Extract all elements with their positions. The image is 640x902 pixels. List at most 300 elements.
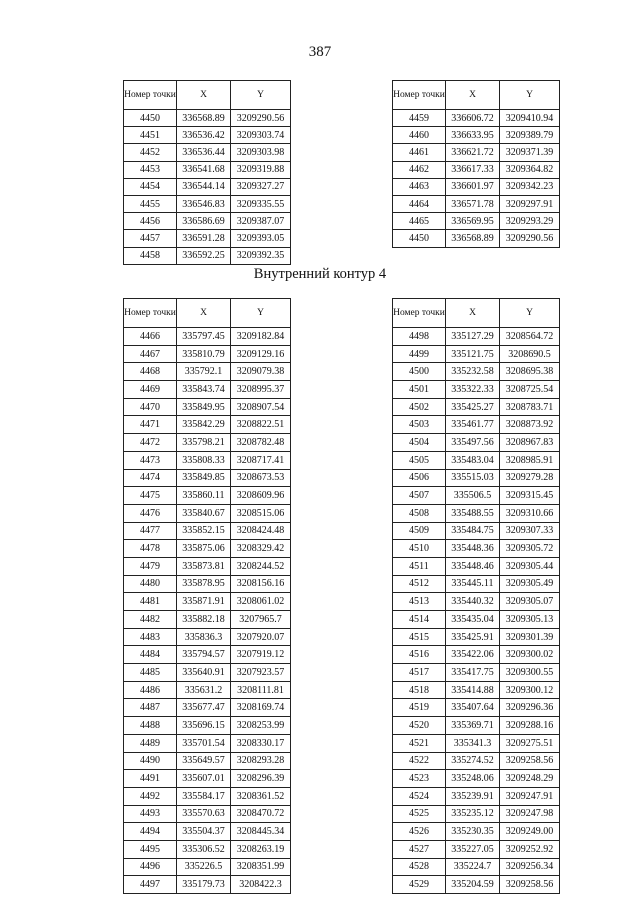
y-coordinate: 3209393.05 — [231, 230, 291, 247]
y-coordinate: 3208985.91 — [500, 451, 560, 469]
table-row — [393, 664, 560, 682]
point-number: 4476 — [124, 504, 177, 522]
table-row — [393, 522, 560, 540]
point-number: 4471 — [124, 416, 177, 434]
x-coordinate: 336568.89 — [177, 110, 231, 127]
x-coordinate: 335226.5 — [177, 858, 231, 876]
x-coordinate: 335515.03 — [446, 469, 500, 487]
point-number: 4487 — [124, 699, 177, 717]
point-number: 4517 — [393, 664, 446, 682]
y-coordinate: 3209247.98 — [500, 805, 560, 823]
table-row — [124, 664, 291, 682]
header-x: X — [177, 299, 231, 328]
table-header-row — [124, 299, 291, 328]
x-coordinate: 335849.85 — [177, 469, 231, 487]
point-number: 4483 — [124, 628, 177, 646]
table-row — [124, 195, 291, 212]
table-row — [124, 840, 291, 858]
x-coordinate: 335810.79 — [177, 345, 231, 363]
table-row — [393, 469, 560, 487]
point-number: 4477 — [124, 522, 177, 540]
point-number: 4451 — [124, 127, 177, 144]
point-number: 4502 — [393, 398, 446, 416]
point-number: 4496 — [124, 858, 177, 876]
y-coordinate: 3209335.55 — [231, 195, 291, 212]
y-coordinate: 3209301.39 — [500, 628, 560, 646]
table-row — [393, 345, 560, 363]
point-number: 4452 — [124, 144, 177, 161]
table-row — [124, 144, 291, 161]
y-coordinate: 3209252.92 — [500, 840, 560, 858]
point-number: 4527 — [393, 840, 446, 858]
x-coordinate: 335871.91 — [177, 593, 231, 611]
y-coordinate: 3208253.99 — [231, 717, 291, 735]
y-coordinate: 3208695.38 — [500, 363, 560, 381]
table-row — [393, 230, 560, 247]
x-coordinate: 335506.5 — [446, 487, 500, 505]
point-number: 4459 — [393, 110, 446, 127]
y-coordinate: 3208822.51 — [231, 416, 291, 434]
point-number: 4457 — [124, 230, 177, 247]
y-coordinate: 3209129.16 — [231, 345, 291, 363]
point-number: 4504 — [393, 434, 446, 452]
point-number: 4526 — [393, 823, 446, 841]
point-number: 4529 — [393, 876, 446, 894]
point-number: 4463 — [393, 178, 446, 195]
table-row — [393, 487, 560, 505]
y-coordinate: 3208169.74 — [231, 699, 291, 717]
x-coordinate: 335640.91 — [177, 664, 231, 682]
page-number: 387 — [308, 44, 332, 60]
x-coordinate: 335631.2 — [177, 681, 231, 699]
point-number: 4479 — [124, 557, 177, 575]
y-coordinate: 3209247.91 — [500, 787, 560, 805]
y-coordinate: 3209305.07 — [500, 593, 560, 611]
y-coordinate: 3208783.71 — [500, 398, 560, 416]
y-coordinate: 3208361.52 — [231, 787, 291, 805]
point-number: 4493 — [124, 805, 177, 823]
y-coordinate: 3209364.82 — [500, 161, 560, 178]
y-coordinate: 3209392.35 — [231, 247, 291, 264]
y-coordinate: 3208470.72 — [231, 805, 291, 823]
x-coordinate: 335808.33 — [177, 451, 231, 469]
y-coordinate: 3209305.44 — [500, 557, 560, 575]
y-coordinate: 3209300.02 — [500, 646, 560, 664]
table-row — [393, 646, 560, 664]
y-coordinate: 3209258.56 — [500, 876, 560, 894]
x-coordinate: 335448.36 — [446, 540, 500, 558]
table-row — [124, 213, 291, 230]
table-row — [124, 451, 291, 469]
table-row — [124, 328, 291, 346]
point-number: 4519 — [393, 699, 446, 717]
table-row — [124, 858, 291, 876]
y-coordinate: 3209319.88 — [231, 161, 291, 178]
point-number: 4494 — [124, 823, 177, 841]
point-number: 4450 — [393, 230, 446, 247]
point-number: 4528 — [393, 858, 446, 876]
table-row — [124, 734, 291, 752]
point-number: 4478 — [124, 540, 177, 558]
point-number: 4495 — [124, 840, 177, 858]
table-row — [393, 805, 560, 823]
y-coordinate: 3208673.53 — [231, 469, 291, 487]
y-coordinate: 3209249.00 — [500, 823, 560, 841]
point-number: 4515 — [393, 628, 446, 646]
table-row — [393, 752, 560, 770]
y-coordinate: 3209307.33 — [500, 522, 560, 540]
table-row — [393, 717, 560, 735]
table-row — [124, 646, 291, 664]
x-coordinate: 335873.81 — [177, 557, 231, 575]
coordinates-table-top-left — [123, 80, 291, 265]
y-coordinate: 3209290.56 — [231, 110, 291, 127]
x-coordinate: 335121.75 — [446, 345, 500, 363]
x-coordinate: 335425.27 — [446, 398, 500, 416]
table-row — [393, 628, 560, 646]
point-number: 4506 — [393, 469, 446, 487]
table-row — [393, 699, 560, 717]
table-row — [393, 557, 560, 575]
table-row — [124, 805, 291, 823]
point-number: 4485 — [124, 664, 177, 682]
point-number: 4455 — [124, 195, 177, 212]
table-row — [124, 787, 291, 805]
y-coordinate: 3208263.19 — [231, 840, 291, 858]
x-coordinate: 335840.67 — [177, 504, 231, 522]
table-row — [124, 127, 291, 144]
y-coordinate: 3209371.39 — [500, 144, 560, 161]
y-coordinate: 3208995.37 — [231, 381, 291, 399]
point-number: 4513 — [393, 593, 446, 611]
y-coordinate: 3209342.23 — [500, 178, 560, 195]
point-number: 4501 — [393, 381, 446, 399]
y-coordinate: 3209305.13 — [500, 611, 560, 629]
x-coordinate: 336592.25 — [177, 247, 231, 264]
x-coordinate: 335860.11 — [177, 487, 231, 505]
table-row — [393, 328, 560, 346]
point-number: 4473 — [124, 451, 177, 469]
y-coordinate: 3208515.06 — [231, 504, 291, 522]
table-row — [124, 522, 291, 540]
point-number: 4507 — [393, 487, 446, 505]
y-coordinate: 3209275.51 — [500, 734, 560, 752]
x-coordinate: 335843.74 — [177, 381, 231, 399]
table-row — [393, 840, 560, 858]
y-coordinate: 3209297.91 — [500, 195, 560, 212]
x-coordinate: 335794.57 — [177, 646, 231, 664]
y-coordinate: 3208725.54 — [500, 381, 560, 399]
x-coordinate: 335445.11 — [446, 575, 500, 593]
x-coordinate: 335792.1 — [177, 363, 231, 381]
x-coordinate: 335677.47 — [177, 699, 231, 717]
x-coordinate: 336621.72 — [446, 144, 500, 161]
point-number: 4521 — [393, 734, 446, 752]
x-coordinate: 336541.68 — [177, 161, 231, 178]
table-row — [124, 178, 291, 195]
x-coordinate: 335448.46 — [446, 557, 500, 575]
y-coordinate: 3209248.29 — [500, 770, 560, 788]
x-coordinate: 335227.05 — [446, 840, 500, 858]
table-row — [124, 110, 291, 127]
table-row — [393, 398, 560, 416]
y-coordinate: 3208329.42 — [231, 540, 291, 558]
y-coordinate: 3207920.07 — [231, 628, 291, 646]
table-row — [124, 593, 291, 611]
y-coordinate: 3209256.34 — [500, 858, 560, 876]
y-coordinate: 3208061.02 — [231, 593, 291, 611]
table-row — [124, 416, 291, 434]
point-number: 4522 — [393, 752, 446, 770]
x-coordinate: 335842.29 — [177, 416, 231, 434]
x-coordinate: 335440.32 — [446, 593, 500, 611]
table-row — [393, 416, 560, 434]
table-row — [393, 504, 560, 522]
y-coordinate: 3209303.98 — [231, 144, 291, 161]
table-row — [393, 363, 560, 381]
table-row — [393, 593, 560, 611]
x-coordinate: 335369.71 — [446, 717, 500, 735]
x-coordinate: 335407.64 — [446, 699, 500, 717]
x-coordinate: 335504.37 — [177, 823, 231, 841]
table-header-row — [393, 81, 560, 110]
point-number: 4508 — [393, 504, 446, 522]
point-number: 4514 — [393, 611, 446, 629]
table-row — [124, 699, 291, 717]
table-row — [124, 770, 291, 788]
x-coordinate: 336536.44 — [177, 144, 231, 161]
table-row — [393, 434, 560, 452]
y-coordinate: 3209387.07 — [231, 213, 291, 230]
table-header-row — [393, 299, 560, 328]
point-number: 4484 — [124, 646, 177, 664]
x-coordinate: 335797.45 — [177, 328, 231, 346]
point-number: 4490 — [124, 752, 177, 770]
x-coordinate: 335422.06 — [446, 646, 500, 664]
y-coordinate: 3209410.94 — [500, 110, 560, 127]
table-row — [124, 363, 291, 381]
x-coordinate: 335224.7 — [446, 858, 500, 876]
x-coordinate: 335488.55 — [446, 504, 500, 522]
x-coordinate: 335306.52 — [177, 840, 231, 858]
x-coordinate: 335248.06 — [446, 770, 500, 788]
x-coordinate: 335235.12 — [446, 805, 500, 823]
y-coordinate: 3208609.96 — [231, 487, 291, 505]
point-number: 4492 — [124, 787, 177, 805]
table-row — [124, 469, 291, 487]
y-coordinate: 3209279.28 — [500, 469, 560, 487]
table-row — [124, 487, 291, 505]
section-title: Внутренний контур 4 — [253, 266, 387, 282]
table-row — [124, 876, 291, 894]
y-coordinate: 3208873.92 — [500, 416, 560, 434]
table-row — [124, 398, 291, 416]
table-row — [124, 823, 291, 841]
point-number: 4510 — [393, 540, 446, 558]
point-number: 4500 — [393, 363, 446, 381]
x-coordinate: 335483.04 — [446, 451, 500, 469]
table-row — [393, 144, 560, 161]
y-coordinate: 3209300.55 — [500, 664, 560, 682]
y-coordinate: 3209303.74 — [231, 127, 291, 144]
y-coordinate: 3208424.48 — [231, 522, 291, 540]
y-coordinate: 3208564.72 — [500, 328, 560, 346]
point-number: 4497 — [124, 876, 177, 894]
table-row — [124, 247, 291, 264]
x-coordinate: 335696.15 — [177, 717, 231, 735]
x-coordinate: 336546.83 — [177, 195, 231, 212]
x-coordinate: 335798.21 — [177, 434, 231, 452]
point-number: 4499 — [393, 345, 446, 363]
header-point-number: Номер точки — [124, 81, 177, 110]
table-row — [124, 540, 291, 558]
y-coordinate: 3208293.28 — [231, 752, 291, 770]
x-coordinate: 335878.95 — [177, 575, 231, 593]
x-coordinate: 335701.54 — [177, 734, 231, 752]
table-row — [393, 161, 560, 178]
header-x: X — [446, 81, 500, 110]
table-row — [393, 734, 560, 752]
table-row — [393, 195, 560, 212]
point-number: 4512 — [393, 575, 446, 593]
header-x: X — [446, 299, 500, 328]
x-coordinate: 336617.33 — [446, 161, 500, 178]
point-number: 4458 — [124, 247, 177, 264]
table-row — [393, 611, 560, 629]
x-coordinate: 335414.88 — [446, 681, 500, 699]
point-number: 4464 — [393, 195, 446, 212]
point-number: 4468 — [124, 363, 177, 381]
header-point-number: Номер точки — [393, 81, 446, 110]
table-row — [393, 876, 560, 894]
point-number: 4482 — [124, 611, 177, 629]
table-row — [124, 628, 291, 646]
coordinates-table-bottom-right — [392, 298, 560, 894]
x-coordinate: 335607.01 — [177, 770, 231, 788]
table-row — [124, 752, 291, 770]
point-number: 4472 — [124, 434, 177, 452]
x-coordinate: 335570.63 — [177, 805, 231, 823]
x-coordinate: 336536.42 — [177, 127, 231, 144]
y-coordinate: 3209182.84 — [231, 328, 291, 346]
y-coordinate: 3209296.36 — [500, 699, 560, 717]
y-coordinate: 3209315.45 — [500, 487, 560, 505]
table-row — [393, 127, 560, 144]
point-number: 4450 — [124, 110, 177, 127]
point-number: 4489 — [124, 734, 177, 752]
table-row — [124, 611, 291, 629]
table-row — [124, 717, 291, 735]
x-coordinate: 335584.17 — [177, 787, 231, 805]
y-coordinate: 3207965.7 — [231, 611, 291, 629]
y-coordinate: 3207919.12 — [231, 646, 291, 664]
table-row — [124, 557, 291, 575]
point-number: 4509 — [393, 522, 446, 540]
point-number: 4475 — [124, 487, 177, 505]
point-number: 4505 — [393, 451, 446, 469]
x-coordinate: 335836.3 — [177, 628, 231, 646]
y-coordinate: 3209305.72 — [500, 540, 560, 558]
y-coordinate: 3209288.16 — [500, 717, 560, 735]
x-coordinate: 336568.89 — [446, 230, 500, 247]
table-row — [124, 345, 291, 363]
table-row — [124, 434, 291, 452]
x-coordinate: 335649.57 — [177, 752, 231, 770]
table-row — [124, 381, 291, 399]
table-row — [393, 858, 560, 876]
x-coordinate: 335232.58 — [446, 363, 500, 381]
x-coordinate: 335239.91 — [446, 787, 500, 805]
y-coordinate: 3208330.17 — [231, 734, 291, 752]
table-row — [124, 161, 291, 178]
y-coordinate: 3208445.34 — [231, 823, 291, 841]
table-row — [393, 213, 560, 230]
x-coordinate: 336606.72 — [446, 110, 500, 127]
point-number: 4474 — [124, 469, 177, 487]
y-coordinate: 3208690.5 — [500, 345, 560, 363]
table-row — [393, 770, 560, 788]
x-coordinate: 335341.3 — [446, 734, 500, 752]
point-number: 4523 — [393, 770, 446, 788]
table-row — [124, 575, 291, 593]
y-coordinate: 3208782.48 — [231, 434, 291, 452]
point-number: 4470 — [124, 398, 177, 416]
table-row — [393, 823, 560, 841]
y-coordinate: 3209258.56 — [500, 752, 560, 770]
point-number: 4462 — [393, 161, 446, 178]
point-number: 4480 — [124, 575, 177, 593]
x-coordinate: 335204.59 — [446, 876, 500, 894]
y-coordinate: 3208967.83 — [500, 434, 560, 452]
y-coordinate: 3209305.49 — [500, 575, 560, 593]
point-number: 4456 — [124, 213, 177, 230]
table-header-row — [124, 81, 291, 110]
point-number: 4466 — [124, 328, 177, 346]
x-coordinate: 335497.56 — [446, 434, 500, 452]
x-coordinate: 336569.95 — [446, 213, 500, 230]
y-coordinate: 3208422.3 — [231, 876, 291, 894]
point-number: 4486 — [124, 681, 177, 699]
y-coordinate: 3208296.39 — [231, 770, 291, 788]
y-coordinate: 3209293.29 — [500, 213, 560, 230]
y-coordinate: 3209310.66 — [500, 504, 560, 522]
coordinates-table-bottom-left — [123, 298, 291, 894]
header-point-number: Номер точки — [124, 299, 177, 328]
y-coordinate: 3207923.57 — [231, 664, 291, 682]
x-coordinate: 335230.35 — [446, 823, 500, 841]
y-coordinate: 3208351.99 — [231, 858, 291, 876]
table-row — [393, 381, 560, 399]
table-row — [393, 110, 560, 127]
point-number: 4511 — [393, 557, 446, 575]
x-coordinate: 335322.33 — [446, 381, 500, 399]
y-coordinate: 3209327.27 — [231, 178, 291, 195]
x-coordinate: 336591.28 — [177, 230, 231, 247]
point-number: 4461 — [393, 144, 446, 161]
table-row — [393, 575, 560, 593]
x-coordinate: 335461.77 — [446, 416, 500, 434]
table-row — [124, 681, 291, 699]
header-point-number: Номер точки — [393, 299, 446, 328]
x-coordinate: 336586.69 — [177, 213, 231, 230]
y-coordinate: 3209389.79 — [500, 127, 560, 144]
point-number: 4469 — [124, 381, 177, 399]
y-coordinate: 3208156.16 — [231, 575, 291, 593]
x-coordinate: 336544.14 — [177, 178, 231, 195]
header-x: X — [177, 81, 231, 110]
table-row — [393, 178, 560, 195]
x-coordinate: 335425.91 — [446, 628, 500, 646]
